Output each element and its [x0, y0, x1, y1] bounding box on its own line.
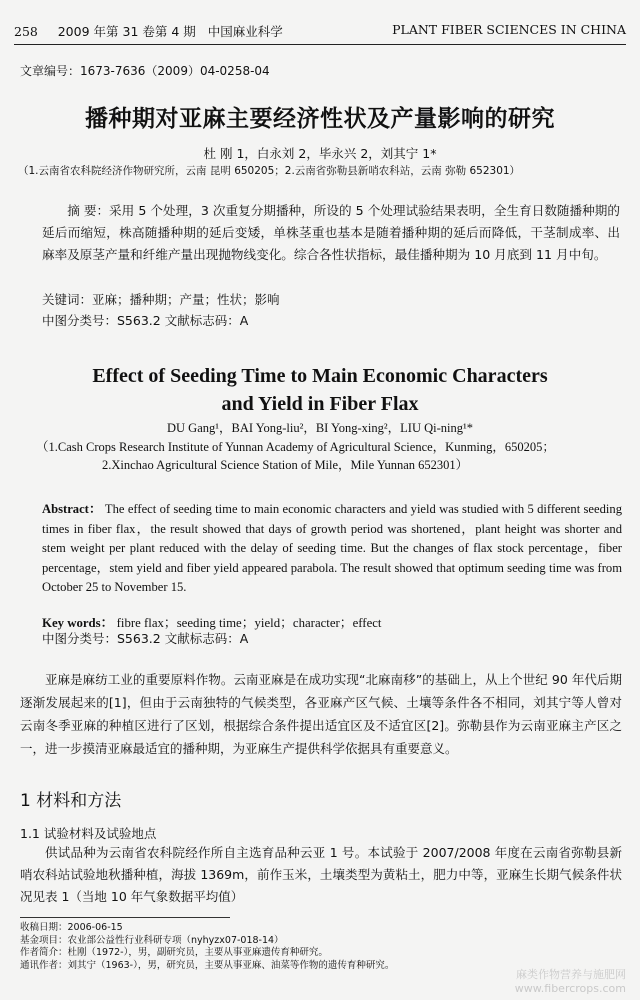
abstract-english-text: The effect of seeding time to main economic characters and yield was studied with 5 different seeding times in fiber flax，the result showed that days of growth period was shortened，plant height was shorter and stem weight per plant reduced with the delay of seeding time. But the changes of flax stock percentage，fiber percentage，stem yield and fiber yield appeared parabola. The result showed that optimum seeding time was from October 25 to November 15. [42, 502, 623, 594]
header-rule [14, 44, 626, 45]
watermark-line1: 麻类作物营养与施肥网 [516, 968, 626, 981]
authors-english: DU Gang¹，BAI Yong-liu²，BI Yong-xing²，LIU Qi-ning¹* [167, 421, 473, 435]
journal-name-en: PLANT FIBER SCIENCES IN CHINA [392, 22, 626, 37]
affiliation-english-line1: （1.Cash Crops Research Institute of Yunnan Academy of Agricultural Science，Kunming，650205； [36, 440, 555, 454]
keywords-english-label: Key words： [42, 616, 114, 630]
title-chinese: 播种期对亚麻主要经济性状及产量影响的研究 [85, 106, 555, 132]
affiliation-chinese: （1.云南省农科院经济作物研究所，云南 昆明 650205；2.云南省弥勒县新哨农科站，云南 弥勒 652301） [18, 165, 521, 177]
page-number: 258 [14, 24, 38, 39]
affiliation-english-line2: 2.Xinchao Agricultural Science Station of Mile，Mile Yunnan 652301） [102, 458, 469, 472]
title-english [0, 362, 640, 418]
title-english-line1: Effect of Seeding Time to Main Economic Characters [92, 365, 548, 387]
section-heading-1: 1 材料和方法 [20, 791, 122, 811]
article-number: 文章编号：1673-7636（2009）04-0258-04 [20, 64, 270, 78]
keywords-english-text: fibre flax；seeding time；yield；character；effect [116, 616, 382, 630]
authors-chinese: 杜 刚 1，白永刘 2，毕永兴 2，刘其宁 1* [203, 146, 437, 161]
footnote-received: 收稿日期：2006-06-15 [20, 922, 123, 933]
abstract-english-label: Abstract： [42, 502, 102, 516]
title-english-line2: and Yield in Fiber Flax [221, 393, 419, 415]
classification-chinese: 中图分类号：S563.2 文献标志码：A [42, 313, 249, 328]
materials-paragraph: 供试品种为云南省农科院经作所自主选育品种云亚 1 号。本试验于 2007/2008 年度在云南省弥勒县新哨农科站试验地秋播种植，海拔 1369m，前作玉米，土壤类型为黄粘土，肥力中等，亚麻生长期气候条件状况见表 1（当地 10 年气象数据平均值） [20, 845, 622, 904]
abstract-chinese-text: 摘 要：采用 5 个处理，3 次重复分期播种，所设的 5 个处理试验结果表明，全生育日数随播种期的延后而缩短，株高随播种期的延后变矮，单株茎重也基本是随着播种期的延后而降低，干茎制成率、出麻率及原茎产量和纤维产量出现抛物线变化。综合各性状指标，最佳播种期为 10 月底到 11 月中旬。 [42, 203, 620, 262]
footnote-corresponding: 通讯作者：刘其宁（1963-），男，研究员，主要从事亚麻、油菜等作物的遗传育种研究。 [20, 959, 395, 971]
footnote-rule [20, 917, 230, 918]
keywords-chinese: 关键词：亚麻；播种期；产量；性状；影响 [42, 292, 280, 307]
classification-english-block: 中图分类号：S563.2 文献标志码：A [42, 631, 249, 646]
introduction-paragraph: 亚麻是麻纺工业的重要原料作物。云南亚麻是在成功实现“北麻南移”的基础上，从上个世纪 90 年代后期逐渐发展起来的[1]，但由于云南独特的气候类型，各亚麻产区气候、土壤等条件各不相同，刘其宁等人曾对云南冬季亚麻的种植区进行了区划，根据综合条件提出适宜区及不适宜区[2]。弥勒县作为云南亚麻主产区之一，进一步摸清亚麻最适宜的播种期，为亚麻生产提供科学依据具有重要意义。 [20, 672, 622, 756]
affiliation-english [36, 437, 616, 473]
journal-name-cn: 中国麻业科学 [207, 24, 283, 39]
section-heading-1-1: 1.1 试验材料及试验地点 [20, 826, 157, 841]
abstract-chinese [42, 200, 620, 266]
abstract-english [42, 500, 622, 598]
footnote-author: 作者简介：杜刚（1972-），男，副研究员，主要从事亚麻遗传育种研究。 [20, 947, 328, 958]
watermark-line2: www.fibercrops.com [514, 982, 626, 995]
watermark [515, 968, 626, 996]
header-left [14, 22, 283, 40]
journal-issue: 2009 年第 31 卷第 4 期 [57, 24, 196, 39]
footnote-funding: 基金项目：农业部公益性行业科研专项（nyhyzx07-018-14） [20, 934, 284, 946]
footnotes [20, 922, 394, 972]
